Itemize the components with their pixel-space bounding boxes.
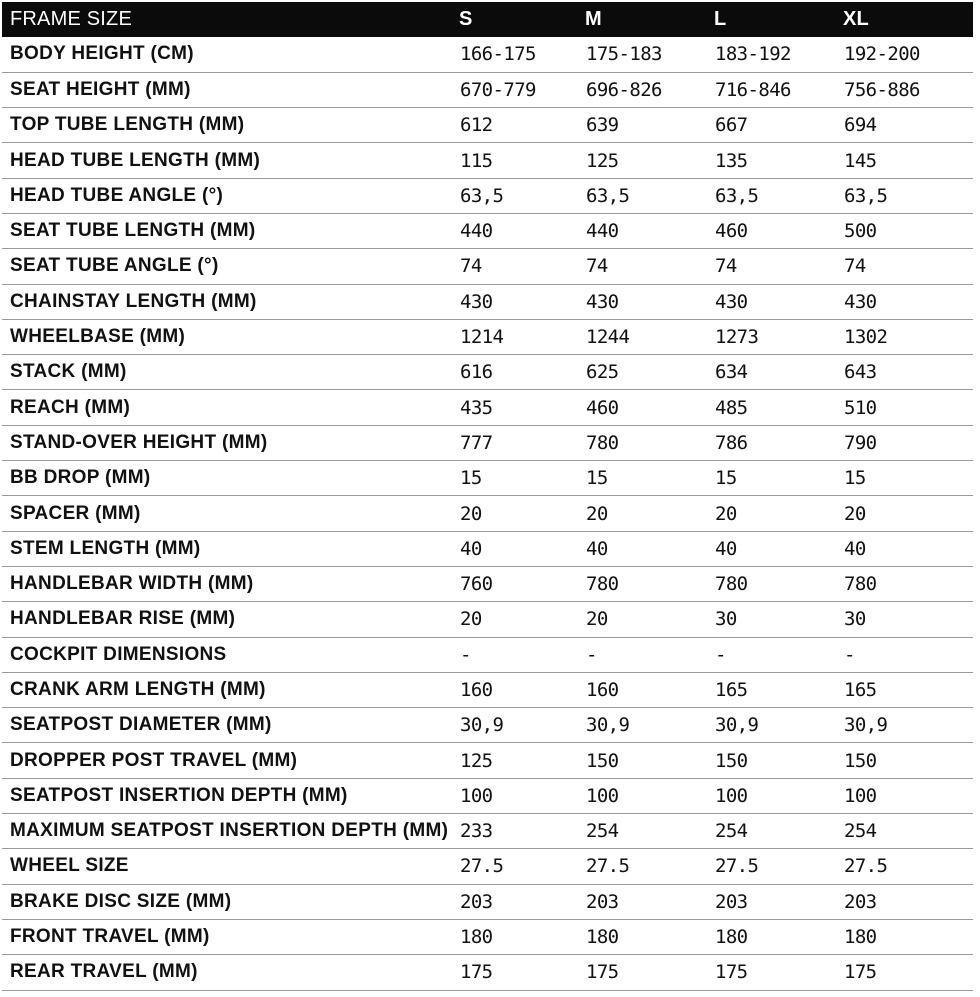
row-label: HEAD TUBE ANGLE (°) bbox=[2, 178, 453, 213]
value-cell-l: 175 bbox=[708, 955, 837, 990]
row-label: WHEELBASE (MM) bbox=[2, 319, 453, 354]
table-row bbox=[2, 531, 973, 566]
table-row bbox=[2, 672, 973, 707]
value-cell-s: 616 bbox=[453, 355, 579, 390]
value-cell-l: 254 bbox=[708, 814, 837, 849]
value-cell-l: 63,5 bbox=[708, 178, 837, 213]
value-cell-xl: 100 bbox=[837, 778, 973, 813]
value-cell-m: 40 bbox=[579, 531, 708, 566]
value-cell-m: 20 bbox=[579, 602, 708, 637]
table-row bbox=[2, 884, 973, 919]
value-cell-s: 40 bbox=[453, 531, 579, 566]
table-row bbox=[2, 461, 973, 496]
value-cell-l: 716-846 bbox=[708, 72, 837, 107]
table-row bbox=[2, 425, 973, 460]
value-cell-s: 30,9 bbox=[453, 708, 579, 743]
value-cell-xl: - bbox=[837, 637, 973, 672]
value-cell-m: 254 bbox=[579, 814, 708, 849]
row-label: MAXIMUM SEATPOST INSERTION DEPTH (MM) bbox=[2, 814, 453, 849]
table-body bbox=[2, 37, 973, 990]
row-label: REAR TRAVEL (MM) bbox=[2, 955, 453, 990]
value-cell-s: 160 bbox=[453, 672, 579, 707]
value-cell-m: 125 bbox=[579, 143, 708, 178]
value-cell-m: 625 bbox=[579, 355, 708, 390]
value-cell-xl: 510 bbox=[837, 390, 973, 425]
table-row bbox=[2, 955, 973, 990]
value-cell-l: 430 bbox=[708, 284, 837, 319]
value-cell-m: 460 bbox=[579, 390, 708, 425]
value-cell-xl: 150 bbox=[837, 743, 973, 778]
value-cell-s: 180 bbox=[453, 919, 579, 954]
value-cell-xl: 192-200 bbox=[837, 37, 973, 72]
value-cell-m: 175-183 bbox=[579, 37, 708, 72]
row-label: SEAT TUBE ANGLE (°) bbox=[2, 249, 453, 284]
value-cell-xl: 145 bbox=[837, 143, 973, 178]
value-cell-xl: 63,5 bbox=[837, 178, 973, 213]
value-cell-s: 233 bbox=[453, 814, 579, 849]
value-cell-l: 74 bbox=[708, 249, 837, 284]
value-cell-l: 27.5 bbox=[708, 849, 837, 884]
value-cell-s: 670-779 bbox=[453, 72, 579, 107]
row-label: SPACER (MM) bbox=[2, 496, 453, 531]
table-row bbox=[2, 249, 973, 284]
row-label: BRAKE DISC SIZE (MM) bbox=[2, 884, 453, 919]
table-row bbox=[2, 390, 973, 425]
value-cell-s: 166-175 bbox=[453, 37, 579, 72]
value-cell-xl: 500 bbox=[837, 213, 973, 248]
value-cell-s: 20 bbox=[453, 496, 579, 531]
value-cell-s: - bbox=[453, 637, 579, 672]
value-cell-m: 180 bbox=[579, 919, 708, 954]
table-row bbox=[2, 778, 973, 813]
row-label: FRONT TRAVEL (MM) bbox=[2, 919, 453, 954]
value-cell-xl: 175 bbox=[837, 955, 973, 990]
value-cell-l: 30,9 bbox=[708, 708, 837, 743]
value-cell-s: 612 bbox=[453, 108, 579, 143]
value-cell-s: 1214 bbox=[453, 319, 579, 354]
value-cell-l: 634 bbox=[708, 355, 837, 390]
row-label: CHAINSTAY LENGTH (MM) bbox=[2, 284, 453, 319]
row-label: COCKPIT DIMENSIONS bbox=[2, 637, 453, 672]
value-cell-s: 175 bbox=[453, 955, 579, 990]
value-cell-s: 440 bbox=[453, 213, 579, 248]
value-cell-s: 435 bbox=[453, 390, 579, 425]
row-label: HANDLEBAR WIDTH (MM) bbox=[2, 566, 453, 601]
value-cell-l: 183-192 bbox=[708, 37, 837, 72]
value-cell-l: 15 bbox=[708, 461, 837, 496]
row-label: SEATPOST INSERTION DEPTH (MM) bbox=[2, 778, 453, 813]
value-cell-s: 430 bbox=[453, 284, 579, 319]
table-row bbox=[2, 319, 973, 354]
value-cell-xl: 15 bbox=[837, 461, 973, 496]
value-cell-l: 1273 bbox=[708, 319, 837, 354]
table-row bbox=[2, 355, 973, 390]
value-cell-m: 30,9 bbox=[579, 708, 708, 743]
row-label: WHEEL SIZE bbox=[2, 849, 453, 884]
value-cell-xl: 790 bbox=[837, 425, 973, 460]
value-cell-xl: 694 bbox=[837, 108, 973, 143]
table-row bbox=[2, 496, 973, 531]
row-label: HANDLEBAR RISE (MM) bbox=[2, 602, 453, 637]
value-cell-s: 777 bbox=[453, 425, 579, 460]
value-cell-m: 27.5 bbox=[579, 849, 708, 884]
value-cell-xl: 430 bbox=[837, 284, 973, 319]
header-row bbox=[2, 2, 973, 37]
value-cell-xl: 1302 bbox=[837, 319, 973, 354]
row-label: HEAD TUBE LENGTH (MM) bbox=[2, 143, 453, 178]
value-cell-xl: 20 bbox=[837, 496, 973, 531]
value-cell-s: 63,5 bbox=[453, 178, 579, 213]
value-cell-l: 460 bbox=[708, 213, 837, 248]
row-label: SEAT TUBE LENGTH (MM) bbox=[2, 213, 453, 248]
size-header-m: M bbox=[585, 8, 602, 30]
value-cell-s: 203 bbox=[453, 884, 579, 919]
row-label: STEM LENGTH (MM) bbox=[2, 531, 453, 566]
value-cell-l: 780 bbox=[708, 566, 837, 601]
value-cell-s: 15 bbox=[453, 461, 579, 496]
table-row bbox=[2, 743, 973, 778]
value-cell-l: 165 bbox=[708, 672, 837, 707]
value-cell-s: 27.5 bbox=[453, 849, 579, 884]
row-label: DROPPER POST TRAVEL (MM) bbox=[2, 743, 453, 778]
frame-size-header: FRAME SIZE bbox=[10, 8, 133, 30]
value-cell-m: 203 bbox=[579, 884, 708, 919]
value-cell-xl: 180 bbox=[837, 919, 973, 954]
value-cell-xl: 254 bbox=[837, 814, 973, 849]
value-cell-l: 203 bbox=[708, 884, 837, 919]
value-cell-l: 135 bbox=[708, 143, 837, 178]
value-cell-xl: 643 bbox=[837, 355, 973, 390]
row-label: STAND-OVER HEIGHT (MM) bbox=[2, 425, 453, 460]
table-row bbox=[2, 72, 973, 107]
row-label: BODY HEIGHT (CM) bbox=[2, 37, 453, 72]
value-cell-m: 696-826 bbox=[579, 72, 708, 107]
row-label: TOP TUBE LENGTH (MM) bbox=[2, 108, 453, 143]
value-cell-l: 30 bbox=[708, 602, 837, 637]
value-cell-m: 639 bbox=[579, 108, 708, 143]
value-cell-m: 1244 bbox=[579, 319, 708, 354]
size-header-l: L bbox=[714, 8, 727, 30]
size-header-xl: XL bbox=[843, 8, 869, 30]
value-cell-m: 160 bbox=[579, 672, 708, 707]
row-label: SEATPOST DIAMETER (MM) bbox=[2, 708, 453, 743]
table-row bbox=[2, 602, 973, 637]
table-row bbox=[2, 213, 973, 248]
table-row bbox=[2, 637, 973, 672]
value-cell-s: 125 bbox=[453, 743, 579, 778]
table-row bbox=[2, 814, 973, 849]
value-cell-s: 760 bbox=[453, 566, 579, 601]
value-cell-l: 786 bbox=[708, 425, 837, 460]
value-cell-l: 485 bbox=[708, 390, 837, 425]
row-label: SEAT HEIGHT (MM) bbox=[2, 72, 453, 107]
value-cell-xl: 40 bbox=[837, 531, 973, 566]
table-row bbox=[2, 849, 973, 884]
value-cell-xl: 203 bbox=[837, 884, 973, 919]
value-cell-l: 667 bbox=[708, 108, 837, 143]
value-cell-xl: 30 bbox=[837, 602, 973, 637]
table-row bbox=[2, 284, 973, 319]
value-cell-m: 100 bbox=[579, 778, 708, 813]
value-cell-xl: 27.5 bbox=[837, 849, 973, 884]
value-cell-m: 175 bbox=[579, 955, 708, 990]
row-label: CRANK ARM LENGTH (MM) bbox=[2, 672, 453, 707]
value-cell-l: 20 bbox=[708, 496, 837, 531]
value-cell-m: 20 bbox=[579, 496, 708, 531]
value-cell-l: 100 bbox=[708, 778, 837, 813]
value-cell-xl: 756-886 bbox=[837, 72, 973, 107]
value-cell-xl: 165 bbox=[837, 672, 973, 707]
value-cell-m: 74 bbox=[579, 249, 708, 284]
value-cell-xl: 74 bbox=[837, 249, 973, 284]
size-header-s: S bbox=[459, 8, 473, 30]
value-cell-l: 150 bbox=[708, 743, 837, 778]
value-cell-m: 440 bbox=[579, 213, 708, 248]
table-row bbox=[2, 919, 973, 954]
value-cell-s: 20 bbox=[453, 602, 579, 637]
value-cell-xl: 30,9 bbox=[837, 708, 973, 743]
value-cell-s: 74 bbox=[453, 249, 579, 284]
value-cell-m: 430 bbox=[579, 284, 708, 319]
table-header bbox=[2, 2, 973, 37]
row-label: REACH (MM) bbox=[2, 390, 453, 425]
table-row bbox=[2, 708, 973, 743]
value-cell-m: 780 bbox=[579, 566, 708, 601]
table-row bbox=[2, 143, 973, 178]
value-cell-s: 100 bbox=[453, 778, 579, 813]
value-cell-l: - bbox=[708, 637, 837, 672]
row-label: STACK (MM) bbox=[2, 355, 453, 390]
value-cell-m: 15 bbox=[579, 461, 708, 496]
value-cell-m: - bbox=[579, 637, 708, 672]
value-cell-l: 180 bbox=[708, 919, 837, 954]
table-row bbox=[2, 566, 973, 601]
table-row bbox=[2, 178, 973, 213]
geometry-table bbox=[2, 2, 973, 991]
value-cell-m: 780 bbox=[579, 425, 708, 460]
value-cell-m: 150 bbox=[579, 743, 708, 778]
table-row bbox=[2, 108, 973, 143]
value-cell-s: 115 bbox=[453, 143, 579, 178]
value-cell-l: 40 bbox=[708, 531, 837, 566]
row-label: BB DROP (MM) bbox=[2, 461, 453, 496]
value-cell-m: 63,5 bbox=[579, 178, 708, 213]
table-row bbox=[2, 37, 973, 72]
value-cell-xl: 780 bbox=[837, 566, 973, 601]
